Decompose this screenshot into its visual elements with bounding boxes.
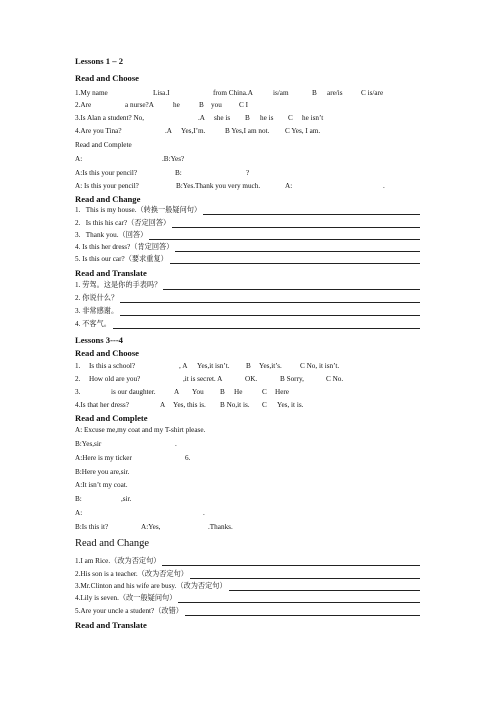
change-item-3: 3. Thank you.（回答） [75, 231, 420, 240]
complete2-line-1: A: Excuse me,my coat and my T-shirt please. [75, 426, 206, 434]
translate-item-1: 1. 劳驾。这是你的手表吗？ [75, 281, 420, 290]
change2-item-5: 5.Are your uncle a student?（改错） [75, 607, 420, 616]
change2-item-1: 1.I am Rice.（改为否定句） [75, 557, 420, 566]
answer-blank[interactable] [178, 595, 420, 603]
answer-blank[interactable] [163, 282, 420, 290]
change-item-4: 4. Is this her dress?（肯定回答） [75, 243, 420, 252]
answer-blank[interactable] [113, 321, 420, 329]
complete2-line-4: B:Here you are,sir. [75, 468, 130, 476]
answer-blank[interactable] [203, 207, 420, 215]
translate-item-3: 3. 非常感谢。 [75, 307, 420, 316]
answer-blank[interactable] [172, 220, 420, 228]
answer-blank[interactable] [190, 571, 420, 579]
change2-item-2: 2.His son is a teacher.（改为否定句） [75, 570, 420, 579]
read-and-translate-heading-2: Read and Translate [75, 620, 147, 630]
answer-blank[interactable] [185, 608, 420, 616]
read-and-choose-heading: Read and Choose [75, 73, 139, 83]
change2-item-3: 3.Mr.Clinton and his wife are busy.（改为否定句） [75, 582, 420, 591]
read-and-translate-heading: Read and Translate [75, 268, 147, 278]
change-item-5: 5. Is this our car?（要求重复） [75, 255, 420, 264]
lessons-3-4-title: Lessons 3---4 [75, 335, 123, 345]
complete2-line-5: A:It isn’t my coat. [75, 481, 128, 489]
answer-blank[interactable] [149, 232, 420, 240]
change-item-2: 2. Is this his car?（否定回答） [75, 219, 420, 228]
change-item-1: 1. This is my house.（转换一般疑问句） [75, 206, 420, 215]
answer-blank[interactable] [175, 244, 420, 252]
read-and-choose-heading-2: Read and Choose [75, 348, 139, 358]
change2-item-4: 4.Lily is seven.（改一般疑问句） [75, 594, 420, 603]
translate-item-2: 2. 你说什么？ [75, 294, 420, 303]
read-and-change-heading: Read and Change [75, 194, 141, 204]
translate-item-4: 4. 不客气。 [75, 320, 420, 329]
read-and-complete-heading: Read and Complete [75, 141, 132, 149]
answer-blank[interactable] [170, 256, 420, 264]
answer-blank[interactable] [120, 308, 420, 316]
answer-blank[interactable] [120, 295, 420, 303]
answer-blank[interactable] [229, 583, 420, 591]
answer-blank[interactable] [162, 558, 420, 566]
read-and-complete-heading-2: Read and Complete [75, 413, 148, 423]
lessons-1-2-title: Lessons 1 – 2 [75, 56, 123, 66]
read-and-change-heading-2: Read and Change [75, 538, 150, 549]
